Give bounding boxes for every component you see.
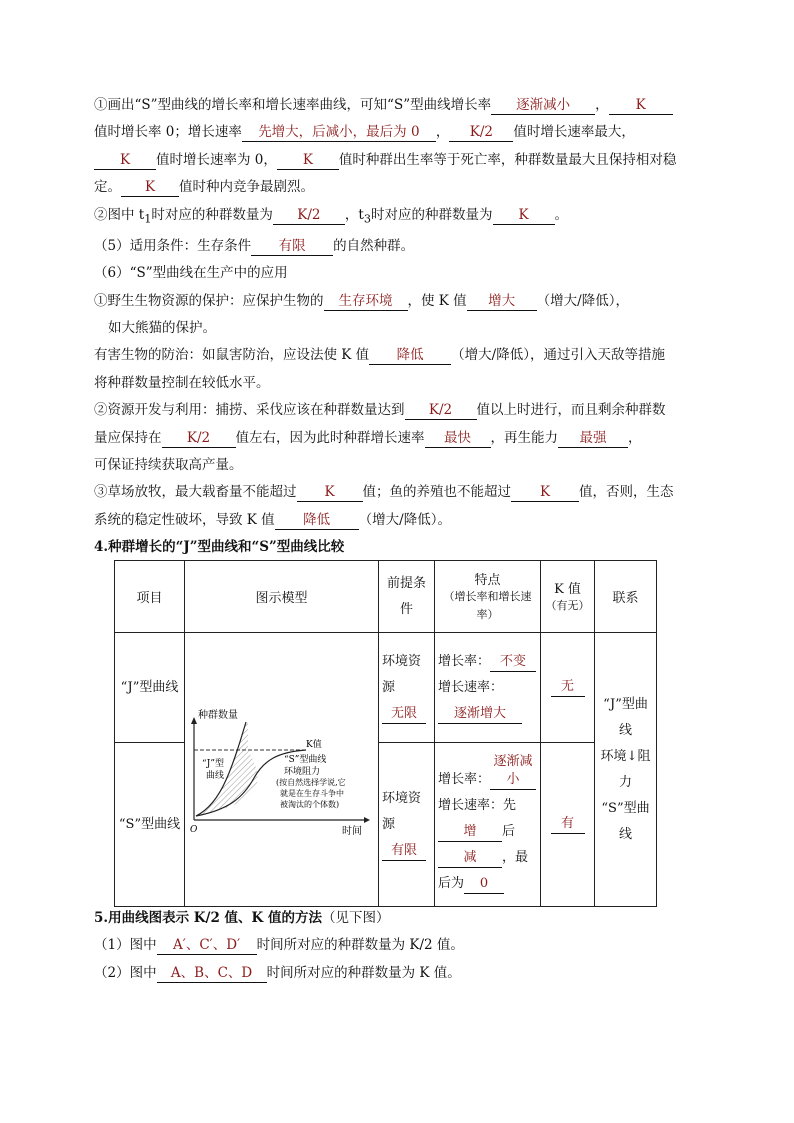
header-feature-sub: （增长率和增长速率） [443,590,532,621]
section-4-title: 4.种群增长的“J”型曲线和“S”型曲线比较 [94,539,345,556]
subscript: 3 [363,212,371,226]
answer-blank[interactable]: 降低 [275,511,359,530]
intro-line-5 [94,202,706,233]
answer-blank[interactable]: K/2 [405,401,477,420]
answer-blank[interactable]: K/2 [449,123,513,142]
fig-s-label: “S”型曲线 [284,754,327,765]
text: 值时种内竞争最剧烈。 [179,179,314,196]
answer-blank[interactable]: K [609,96,673,115]
answer-blank[interactable]: 增大 [467,292,537,311]
link-cell [595,633,657,907]
app-line-7: 可保证持续获取高产量。 [94,456,243,473]
text: ，最后为 [438,849,529,891]
y-axis-arrow-icon [191,717,197,724]
fig-res-c: 就是在生存斗争中 [280,788,344,798]
text: 值以上时进行，而且剩余种群数 [476,402,666,419]
section-5-title-text: 5.用曲线图表示 K/2 值、K 值的方法 [94,910,322,926]
text: 时对应的种群数量为 [151,206,273,223]
text: ③草场放牧，最大载畜量不能超过 [94,484,297,501]
subscript: 1 [144,212,152,226]
text: （2）图中 [94,964,157,981]
text: ，t [344,206,364,223]
header-link: 联系 [595,561,657,633]
text: （增大/降低）。 [358,511,451,528]
resistance-area [196,722,258,816]
header-k-sub: （有无） [545,599,590,612]
text: ，再生能力 [490,429,558,446]
fig-k-label: K值 [306,739,322,750]
app-line-5 [94,397,706,424]
text: ， [595,97,609,113]
answer-blank[interactable]: K [94,151,156,170]
answer-blank[interactable]: 无限 [382,705,426,724]
app-line-3 [94,342,706,369]
table-header-row [115,561,657,633]
intro-line-4 [94,174,706,201]
text: 值时增长率 0；增长速率 [94,124,242,141]
row-s-name: “S”型曲线 [115,743,185,907]
link-j: “J”型曲线 [603,696,648,738]
answer-blank[interactable]: K [121,178,179,197]
figure-cell [185,633,379,907]
section-5-line [94,233,706,260]
answer-blank[interactable]: K/2 [273,206,345,225]
fig-res-b: (按自然选择学说,它 [276,777,346,787]
text: 增长率： [438,771,491,787]
text: 时间所对应的种群数量为 K/2 值。 [256,937,464,954]
app-line-9 [94,507,706,534]
text: 值；鱼的养殖也不能超过 [362,484,511,501]
text: （5）适用条件：生存条件 [94,237,252,254]
text: ， [435,124,450,141]
text: 时间所对应的种群数量为 K 值。 [266,964,461,981]
header-feature [435,561,541,633]
answer-blank[interactable]: K [493,206,555,225]
text: 值，否则，生态 [579,484,674,501]
fig-j-label-a: “J”型 [202,758,225,769]
intro-line-1 [94,92,706,119]
text: 。 [554,206,568,223]
answer-blank[interactable]: 最快 [425,429,491,448]
q1-line [94,932,706,959]
answer-blank[interactable]: K [277,151,339,170]
text: ， [628,429,642,446]
link-resistance: 环境↓阻力 [600,748,651,790]
header-condition: 前提条件 [379,561,435,633]
header-feature-label: 特点 [474,573,501,588]
app-line-8 [94,479,706,506]
text: 增长率： [438,653,491,669]
fig-origin: O [190,824,198,835]
header-k-label: K 值 [554,582,581,597]
answer-blank[interactable]: 逐渐减小 [490,753,536,790]
answer-blank[interactable]: 有限 [251,237,333,256]
text: （增大/降低）， [536,292,629,309]
answer-blank[interactable]: 减 [438,849,502,868]
row-j-name: “J”型曲线 [115,633,185,743]
text: 有害生物的防治：如鼠害防治，应设法使 K 值 [94,347,370,364]
app-line-2: 如大熊猫的保护。 [108,319,216,336]
fig-j-label-b: 曲线 [206,770,225,781]
text: （增大/降低），通过引入天敌等措施 [451,347,665,364]
answer-blank[interactable]: 有 [551,815,585,834]
answer-blank[interactable]: 生存环境 [324,292,408,311]
text: 值时增长速率为 0， [156,151,277,168]
text: 值时种群出生率等于死亡率，种群数量最大且保持相对稳 [338,151,677,168]
section-6-title: （6）“S”型曲线在生产中的应用 [94,265,288,282]
answer-blank[interactable]: 最强 [558,429,628,448]
answer-blank[interactable]: K [511,483,579,502]
intro-line-2 [94,119,706,146]
text: （1）图中 [94,937,157,954]
answer-blank[interactable]: 降低 [369,346,451,365]
text: ②资源开发与利用：捕捞、采伐应该在种群数量达到 [94,402,405,419]
q2-line [94,960,706,987]
answer-blank[interactable]: 逐渐增大 [438,705,522,724]
table-row-j [115,633,657,743]
text: ①野生生物资源的保护：应保护生物的 [94,292,324,309]
section-5-title [94,905,706,932]
text: 值时增长速率最大， [513,124,635,141]
header-k [541,561,595,633]
text: 环境资源 [382,653,422,695]
app-line-4: 将种群数量控制在较低水平。 [94,374,270,391]
section-5-title-suffix: （见下图） [321,910,390,926]
answer-blank[interactable]: A、B、C、D [157,964,267,983]
text: ②图中 t [94,206,145,223]
text: 增长速率：先 [438,797,517,813]
x-axis-arrow-icon [364,817,370,823]
header-model: 图示模型 [185,561,379,633]
answer-blank[interactable]: K/2 [162,429,236,448]
growth-curve-figure [188,670,376,870]
text: 系统的稳定性破坏，导致 K 值 [94,511,275,528]
answer-blank[interactable]: K [297,483,363,502]
text: ①画出“S”型曲线的增长率和增长速率曲线，可知“S”型曲线增长率 [94,97,492,113]
row-s-k [541,743,595,907]
fig-res-d: 被淘汰的个体数) [280,799,340,809]
text: 量应保持在 [94,429,162,446]
text: 后 [502,823,516,839]
text: 的自然种群。 [333,237,415,254]
row-s-condition [379,743,435,907]
text: 定。 [94,179,121,196]
fig-xlabel: 时间 [342,825,362,837]
text: 值左右，因为此时种群增长速率 [235,429,425,446]
answer-blank[interactable]: 有限 [382,842,426,861]
app-line-1 [94,288,706,315]
app-line-6 [94,425,706,452]
text: 环境资源 [382,790,422,832]
fig-ylabel: 种群数量 [198,709,238,721]
text: 时对应的种群数量为 [371,206,493,223]
answer-blank[interactable]: 无 [551,678,585,697]
link-s: “S”型曲线 [601,800,650,842]
answer-blank[interactable]: 增 [438,823,502,842]
comparison-table [114,560,657,907]
intro-line-3 [94,147,706,174]
fig-res-a: 环境阻力 [284,766,321,777]
row-j-condition [379,633,435,743]
row-s-feature [435,743,541,907]
row-j-k [541,633,595,743]
answer-blank[interactable]: 0 [464,875,504,894]
text: ，使 K 值 [407,292,467,309]
answer-blank[interactable]: 不变 [490,653,536,672]
answer-blank[interactable]: A′、C′、D′ [157,936,257,955]
text: 增长速率： [438,679,504,695]
answer-blank[interactable]: 先增大，后减小，最后为 0 [242,123,436,142]
answer-blank[interactable]: 逐渐减小 [491,96,595,115]
worksheet-body [94,92,706,562]
header-item: 项目 [115,561,185,633]
section-5 [94,905,706,987]
row-j-feature [435,633,541,743]
